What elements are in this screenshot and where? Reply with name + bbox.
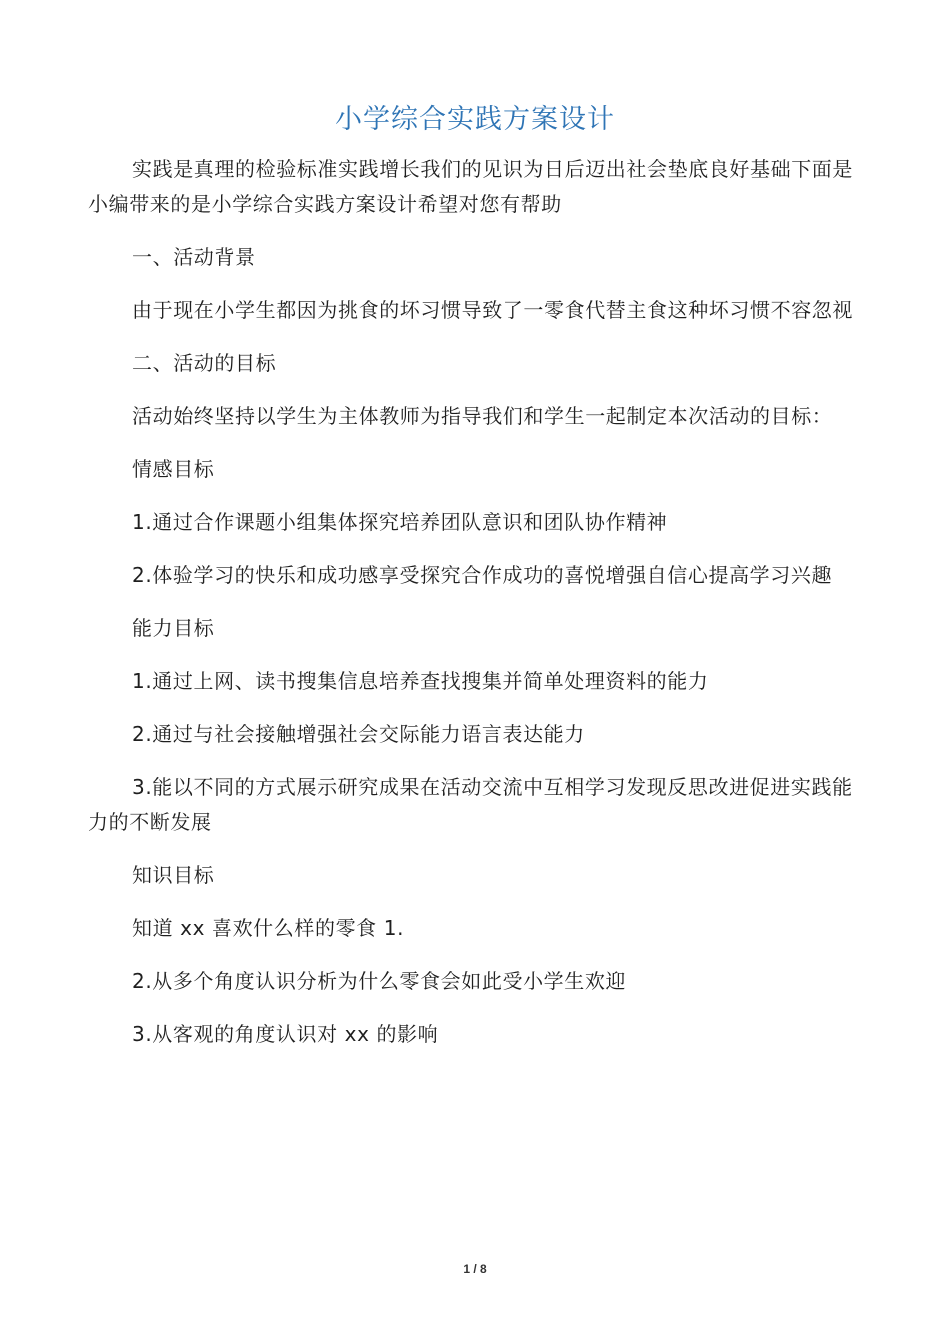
page-indicator: 1 / 8 <box>463 1262 487 1276</box>
list-item: 知道 xx 喜欢什么样的零食 1. <box>132 916 405 940</box>
subheading-knowledge-goals: 知识目标 <box>132 863 215 887</box>
list-item: 1.通过上网、读书搜集信息培养查找搜集并简单处理资料的能力 <box>132 669 709 693</box>
list-item: 3.能以不同的方式展示研究成果在活动交流中互相学习发现反思改进促进实践能力的不断发展 <box>88 775 853 834</box>
document-title: 小学综合实践方案设计 <box>335 104 615 135</box>
list-item: 2.体验学习的快乐和成功感享受探究合作成功的喜悦增强自信心提高学习兴趣 <box>132 563 833 587</box>
heading-goals: 二、活动的目标 <box>132 351 277 375</box>
list-item: 2.通过与社会接触增强社会交际能力语言表达能力 <box>132 722 585 746</box>
subheading-emotional-goals: 情感目标 <box>132 457 215 481</box>
paragraph-goals: 活动始终坚持以学生为主体教师为指导我们和学生一起制定本次活动的目标： <box>132 404 833 428</box>
list-item: 2.从多个角度认识分析为什么零食会如此受小学生欢迎 <box>132 969 627 993</box>
document-body <box>88 152 868 1070</box>
subheading-ability-goals: 能力目标 <box>132 616 215 640</box>
heading-background: 一、活动背景 <box>132 245 256 269</box>
paragraph-background: 由于现在小学生都因为挑食的坏习惯导致了一零食代替主食这种坏习惯不容忽视 <box>132 298 853 322</box>
paragraph-intro: 实践是真理的检验标准实践增长我们的见识为日后迈出社会垫底良好基础下面是小编带来的是小学综合实践方案设计希望对您有帮助 <box>88 157 853 216</box>
list-item: 1.通过合作课题小组集体探究培养团队意识和团队协作精神 <box>132 510 668 534</box>
list-item: 3.从客观的角度认识对 xx 的影响 <box>132 1022 439 1046</box>
